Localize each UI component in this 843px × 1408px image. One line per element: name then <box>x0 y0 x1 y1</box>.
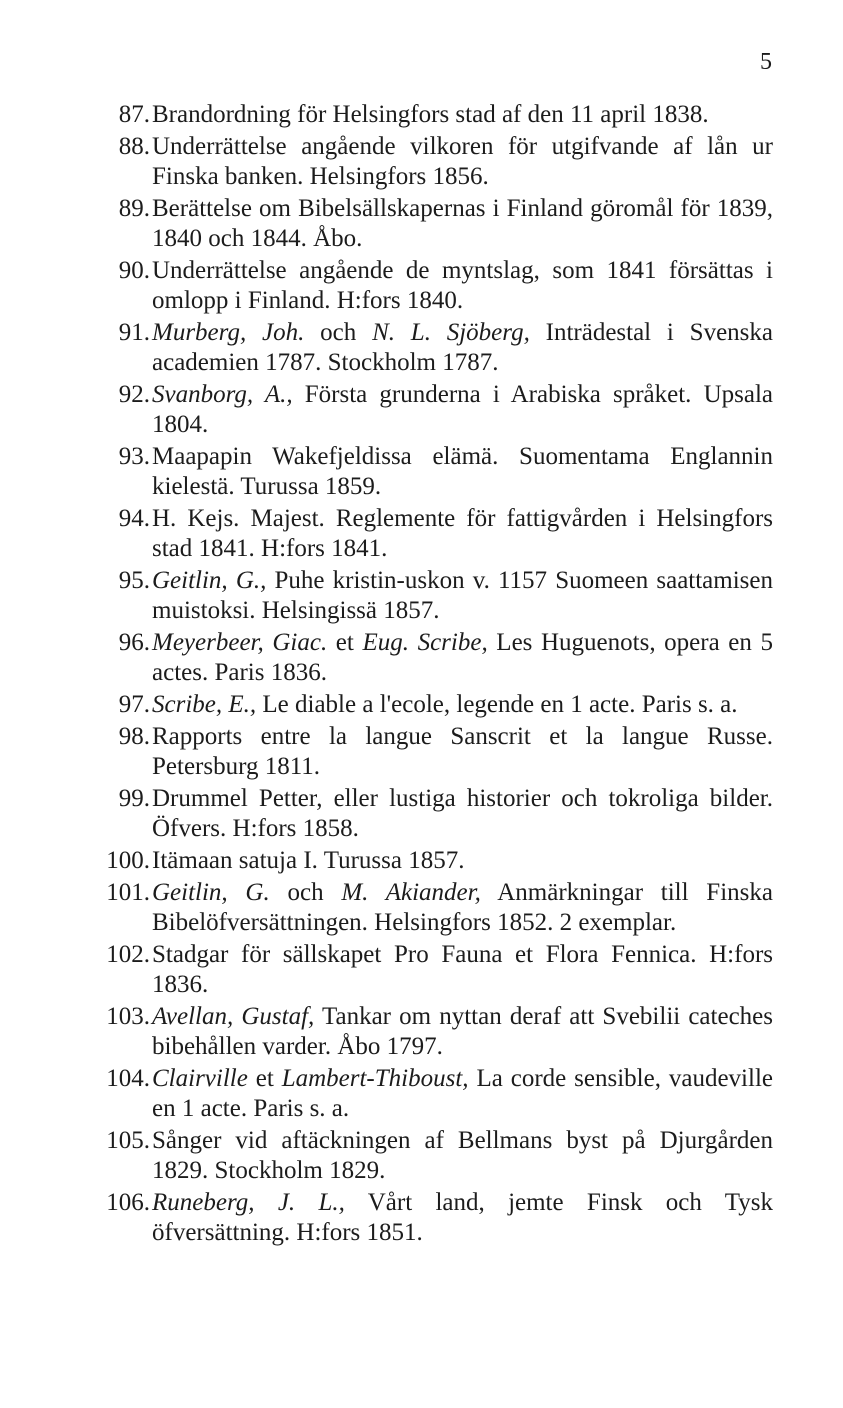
entry-text-part: Rapports entre la langue Sanscrit et la langue Russe. Petersburg 1811. <box>152 723 773 780</box>
entry-number: 92 . <box>0 380 150 410</box>
entry-text <box>152 785 773 842</box>
catalog-entry <box>0 256 843 316</box>
catalog-entry <box>0 380 843 440</box>
entry-author: M. Akiander, <box>341 879 481 906</box>
catalog-entry <box>0 1126 843 1186</box>
entry-text <box>152 443 773 500</box>
entry-text-part: La corde sensible, vaudeville en 1 acte. Paris s. a. <box>152 1065 773 1122</box>
entry-text-part: Drummel Petter, eller lustiga historier och tokroliga bilder. Öfvers. H:fors 1858. <box>152 785 773 842</box>
entry-number: 100 . <box>0 846 150 876</box>
entry-text-part: Underrättelse angående de myntslag, som 1841 försättas i omlopp i Finland. H:fors 1840. <box>152 257 773 314</box>
entry-text <box>152 1065 773 1122</box>
catalog-entry <box>0 194 843 254</box>
catalog-entry <box>0 1064 843 1124</box>
entry-text-part: Itämaan satuja I. Turussa 1857. <box>152 847 465 874</box>
catalog-entry <box>0 1002 843 1062</box>
entry-text-part: Inträdestal i Svenska academien 1787. Stockholm 1787. <box>152 319 773 376</box>
entry-author: Geitlin, G., <box>152 567 267 594</box>
catalog-entry <box>0 318 843 378</box>
entry-text <box>152 133 773 190</box>
entry-text <box>152 101 709 128</box>
entry-author: Scribe, E., <box>152 691 257 718</box>
entry-number: 104 . <box>0 1064 150 1094</box>
entry-text-part: et <box>327 629 363 656</box>
catalog-entry <box>0 628 843 688</box>
page-number: 5 <box>760 49 772 75</box>
entry-author: Eug. Scribe, <box>362 629 488 656</box>
entry-text-part: Berättelse om Bibelsällskapernas i Finland göromål för 1839, 1840 och 1844. Åbo. <box>152 195 773 252</box>
entry-text <box>152 505 773 562</box>
entry-text-part: Anmärkningar till Finska Bibelöfversättningen. Helsingfors 1852. 2 exemplar. <box>152 879 773 936</box>
entry-text <box>152 629 773 686</box>
catalog-entry <box>0 722 843 782</box>
entry-text-part: Brandordning för Helsingfors stad af den 11 april 1838. <box>152 101 709 128</box>
entry-text <box>152 847 464 874</box>
catalog-entry <box>0 940 843 1000</box>
entry-number: 106 . <box>0 1188 150 1218</box>
entry-number: 89 . <box>0 194 150 224</box>
entry-text-part: Stadgar för sällskapet Pro Fauna et Flora Fennica. H:fors 1836. <box>152 941 773 998</box>
entry-text-part: Puhe kristin-uskon v. 1157 Suomeen saattamisen muistoksi. Helsingissä 1857. <box>152 567 773 624</box>
entry-text-part: och <box>269 879 342 906</box>
entry-author: Avellan, Gustaf, <box>152 1003 315 1030</box>
catalog-entry <box>0 784 843 844</box>
catalog-entry <box>0 878 843 938</box>
entry-number: 87 . <box>0 100 150 130</box>
entry-number: 99 . <box>0 784 150 814</box>
entry-number: 91 . <box>0 318 150 348</box>
entry-text-part: Vårt land, jemte Finsk och Tysk öfversättning. H:fors 1851. <box>152 1189 773 1246</box>
bibliography-list <box>0 100 843 1250</box>
catalog-entry <box>0 846 843 876</box>
entry-text <box>152 257 773 314</box>
catalog-entry <box>0 442 843 502</box>
entry-text <box>152 941 773 998</box>
catalog-entry <box>0 100 843 130</box>
entry-text-part: Tankar om nyttan deraf att Svebilii cateches bibehållen varder. Åbo 1797. <box>152 1003 773 1060</box>
entry-number: 101 . <box>0 878 150 908</box>
entry-author: Lambert-Thiboust, <box>281 1065 469 1092</box>
catalog-entry <box>0 132 843 192</box>
entry-text <box>152 567 773 624</box>
entry-text <box>152 195 773 252</box>
entry-author: N. L. Sjöberg, <box>372 319 530 346</box>
entry-text-part: Les Huguenots, opera en 5 actes. Paris 1836. <box>152 629 774 686</box>
entry-number: 94 . <box>0 504 150 534</box>
entry-author: Murberg, Joh. <box>152 319 305 346</box>
entry-number: 98 . <box>0 722 150 752</box>
entry-text-part: Maapapin Wakefjeldissa elämä. Suomentama Englannin kielestä. Turussa 1859. <box>152 443 773 500</box>
entry-text <box>152 723 773 780</box>
entry-text-part: Underrättelse angående vilkoren för utgifvande af lån ur Finska banken. Helsingfors 1856. <box>152 133 773 190</box>
entry-author: Meyerbeer, Giac. <box>152 629 328 656</box>
entry-number: 103 . <box>0 1002 150 1032</box>
entry-text-part: et <box>247 1065 282 1092</box>
catalog-entry <box>0 566 843 626</box>
entry-number: 93 . <box>0 442 150 472</box>
entry-number: 105 . <box>0 1126 150 1156</box>
entry-number: 96 . <box>0 628 150 658</box>
entry-text <box>152 879 773 936</box>
entry-text-part: och <box>304 319 373 346</box>
entry-number: 95 . <box>0 566 150 596</box>
entry-number: 102 . <box>0 940 150 970</box>
catalog-entry <box>0 1188 843 1248</box>
entry-author: Runeberg, J. L., <box>152 1189 345 1216</box>
entry-author: Svanborg, A., <box>152 381 293 408</box>
entry-text <box>152 1003 773 1060</box>
entry-text <box>152 691 738 718</box>
entry-text <box>152 1127 773 1184</box>
entry-text-part: Sånger vid aftäckningen af Bellmans byst på Djurgården 1829. Stockholm 1829. <box>152 1127 773 1184</box>
entry-text-part: Första grunderna i Arabiska språket. Upsala 1804. <box>152 381 774 438</box>
catalog-entry <box>0 690 843 720</box>
entry-text <box>152 1189 773 1246</box>
entry-text-part: Le diable a l'ecole, legende en 1 acte. Paris s. a. <box>256 691 738 718</box>
entry-author: Geitlin, G. <box>152 879 270 906</box>
entry-number: 90 . <box>0 256 150 286</box>
entry-number: 97 . <box>0 690 150 720</box>
catalog-entry <box>0 504 843 564</box>
entry-text-part: H. Kejs. Majest. Reglemente för fattigvården i Helsingfors stad 1841. H:fors 1841. <box>152 505 773 562</box>
entry-text <box>152 381 773 438</box>
entry-text <box>152 319 773 376</box>
entry-author: Clairville <box>152 1065 248 1092</box>
entry-number: 88 . <box>0 132 150 162</box>
